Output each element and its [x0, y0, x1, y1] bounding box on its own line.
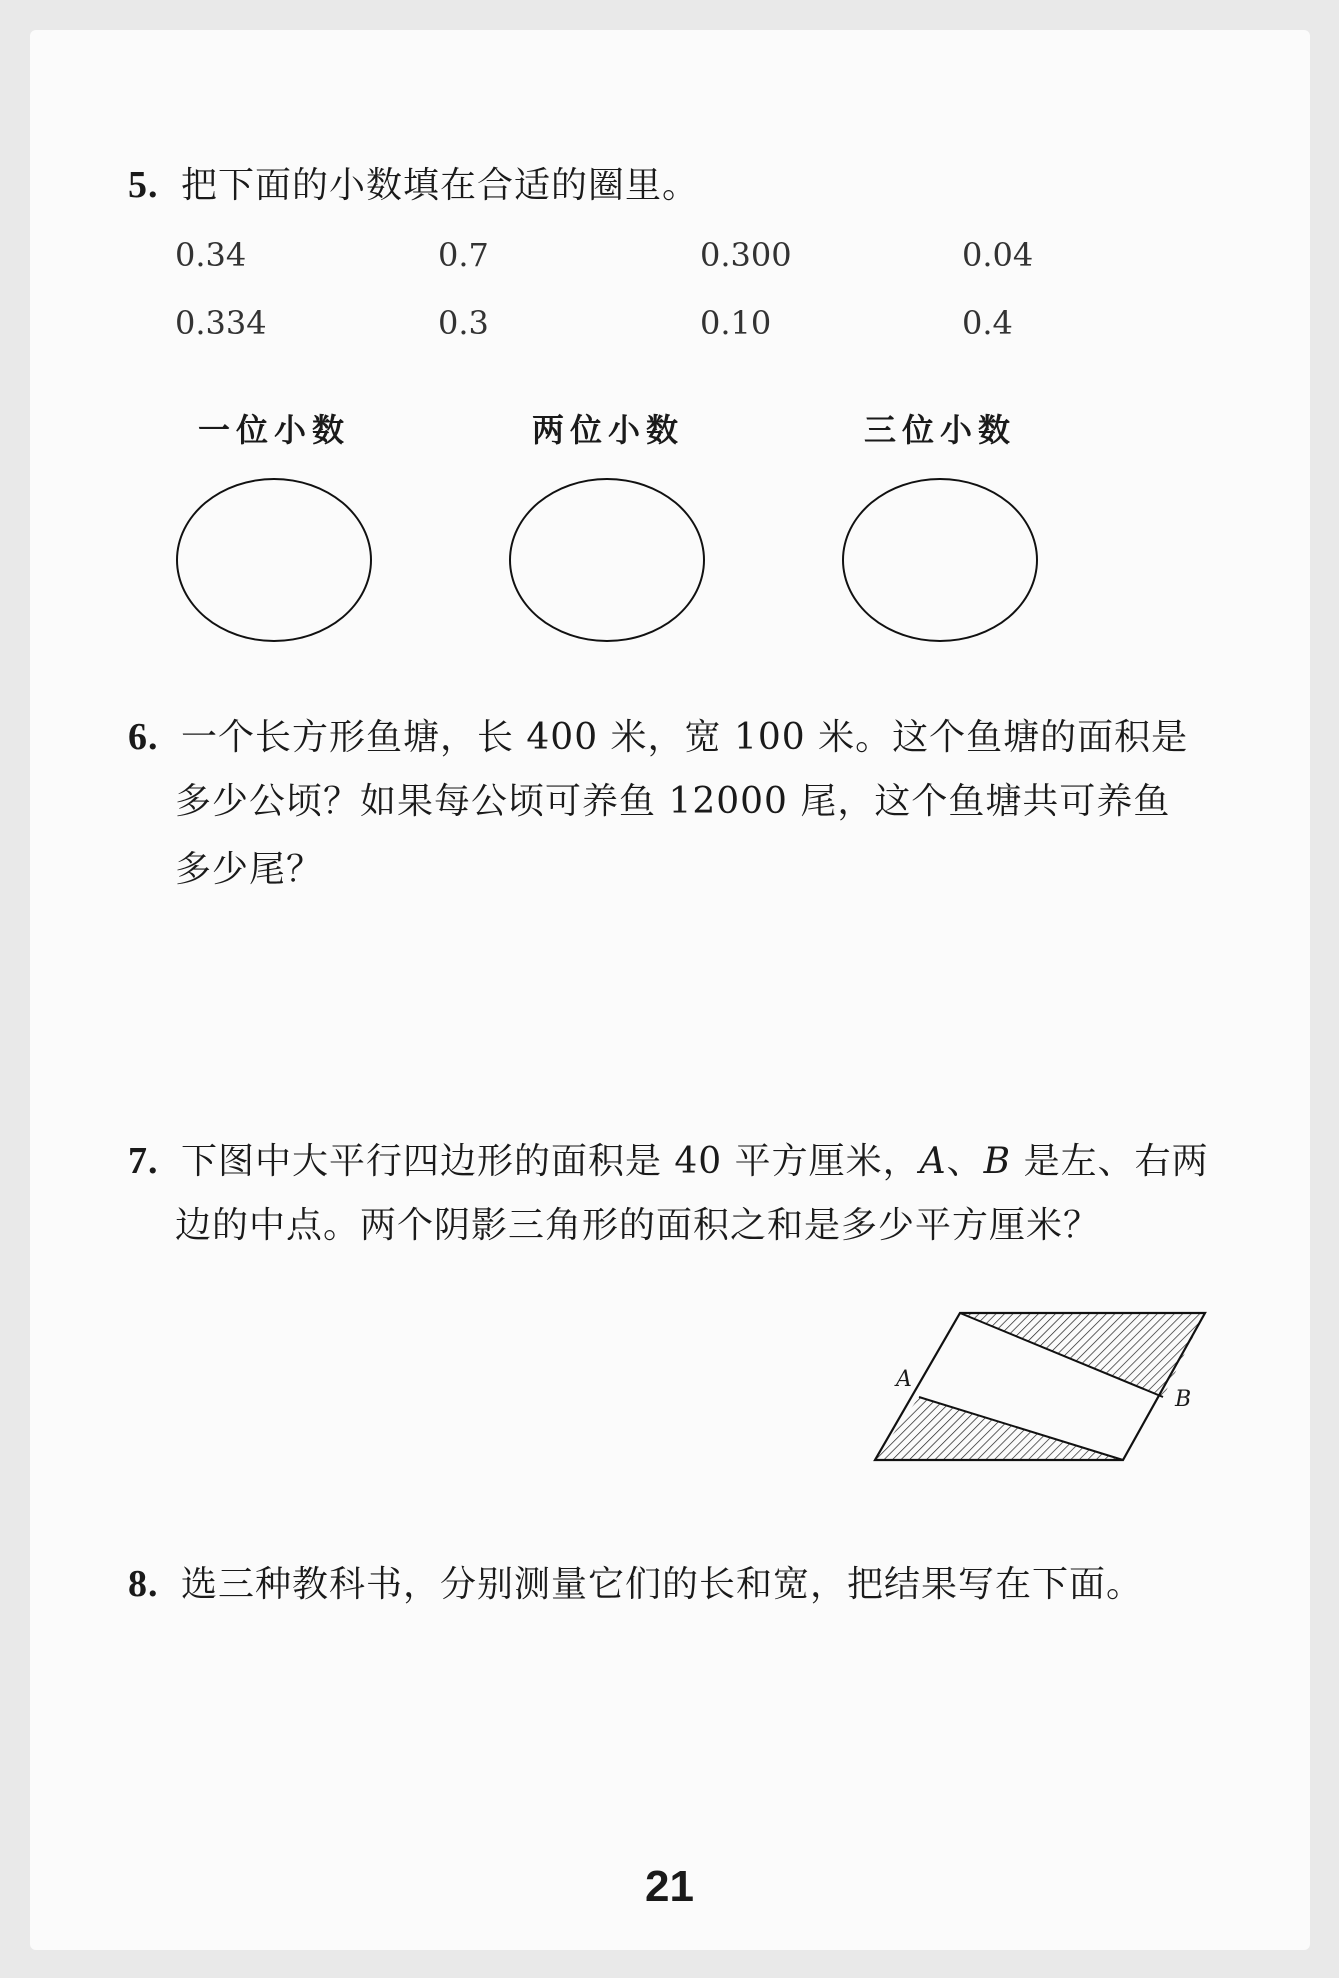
question-8-text: 选三种教科书，分别测量它们的长和宽，把结果写在下面。 [180, 1564, 1143, 1605]
parallelogram-figure [870, 1295, 1220, 1474]
figure-label-a: A [896, 1367, 912, 1392]
question-6-text-line-1: 一个长方形鱼塘，长 400 米，宽 100 米。这个鱼塘的面积是 [180, 717, 1189, 758]
decimal-0-3: 0.3 [438, 304, 489, 342]
point-b-label: B [983, 1141, 1012, 1182]
question-5-heading [128, 166, 699, 204]
label-one-decimal-place: 一位小数 [198, 411, 351, 449]
question-7-number: 7. [128, 1140, 159, 1182]
separator: 、 [946, 1141, 984, 1182]
decimal-0-7: 0.7 [438, 236, 489, 274]
shaded-triangle-bottom [875, 1397, 1123, 1460]
question-8-heading [128, 1565, 1143, 1603]
question-6-line-2: 多少公顷？如果每公顷可养鱼 12000 尾，这个鱼塘共可养鱼 [175, 781, 1171, 822]
decimal-0-04: 0.04 [962, 236, 1034, 274]
decimal-0-4: 0.4 [962, 304, 1013, 342]
oval-one-decimal-place[interactable] [176, 478, 372, 642]
decimal-0-300: 0.300 [700, 236, 792, 274]
question-7-line-1 [128, 1142, 1209, 1180]
question-5-text: 把下面的小数填在合适的圈里。 [180, 165, 699, 206]
question-6-number: 6. [128, 716, 159, 758]
question-6-line-1 [128, 718, 1188, 756]
label-three-decimal-places: 三位小数 [864, 411, 1017, 449]
question-7-text-part-2: 是左、右两 [1011, 1141, 1209, 1182]
question-7-text-part-1: 下图中大平行四边形的面积是 40 平方厘米， [180, 1141, 920, 1182]
question-8-number: 8. [128, 1563, 159, 1605]
oval-three-decimal-places[interactable] [842, 478, 1038, 642]
question-6-line-3: 多少尾？ [175, 849, 324, 890]
decimal-0-10: 0.10 [700, 304, 772, 342]
oval-two-decimal-places[interactable] [509, 478, 705, 642]
decimal-0-34: 0.34 [175, 236, 247, 274]
parallelogram-svg [870, 1295, 1220, 1470]
decimal-0-334: 0.334 [175, 304, 267, 342]
page-number: 21 [645, 1862, 694, 1911]
question-7-line-2: 边的中点。两个阴影三角形的面积之和是多少平方厘米？ [175, 1205, 1101, 1246]
question-5-number: 5. [128, 164, 159, 206]
point-a-label: A [919, 1141, 947, 1182]
shaded-triangle-top [960, 1313, 1205, 1397]
figure-label-b: B [1175, 1387, 1192, 1412]
label-two-decimal-places: 两位小数 [532, 411, 685, 449]
